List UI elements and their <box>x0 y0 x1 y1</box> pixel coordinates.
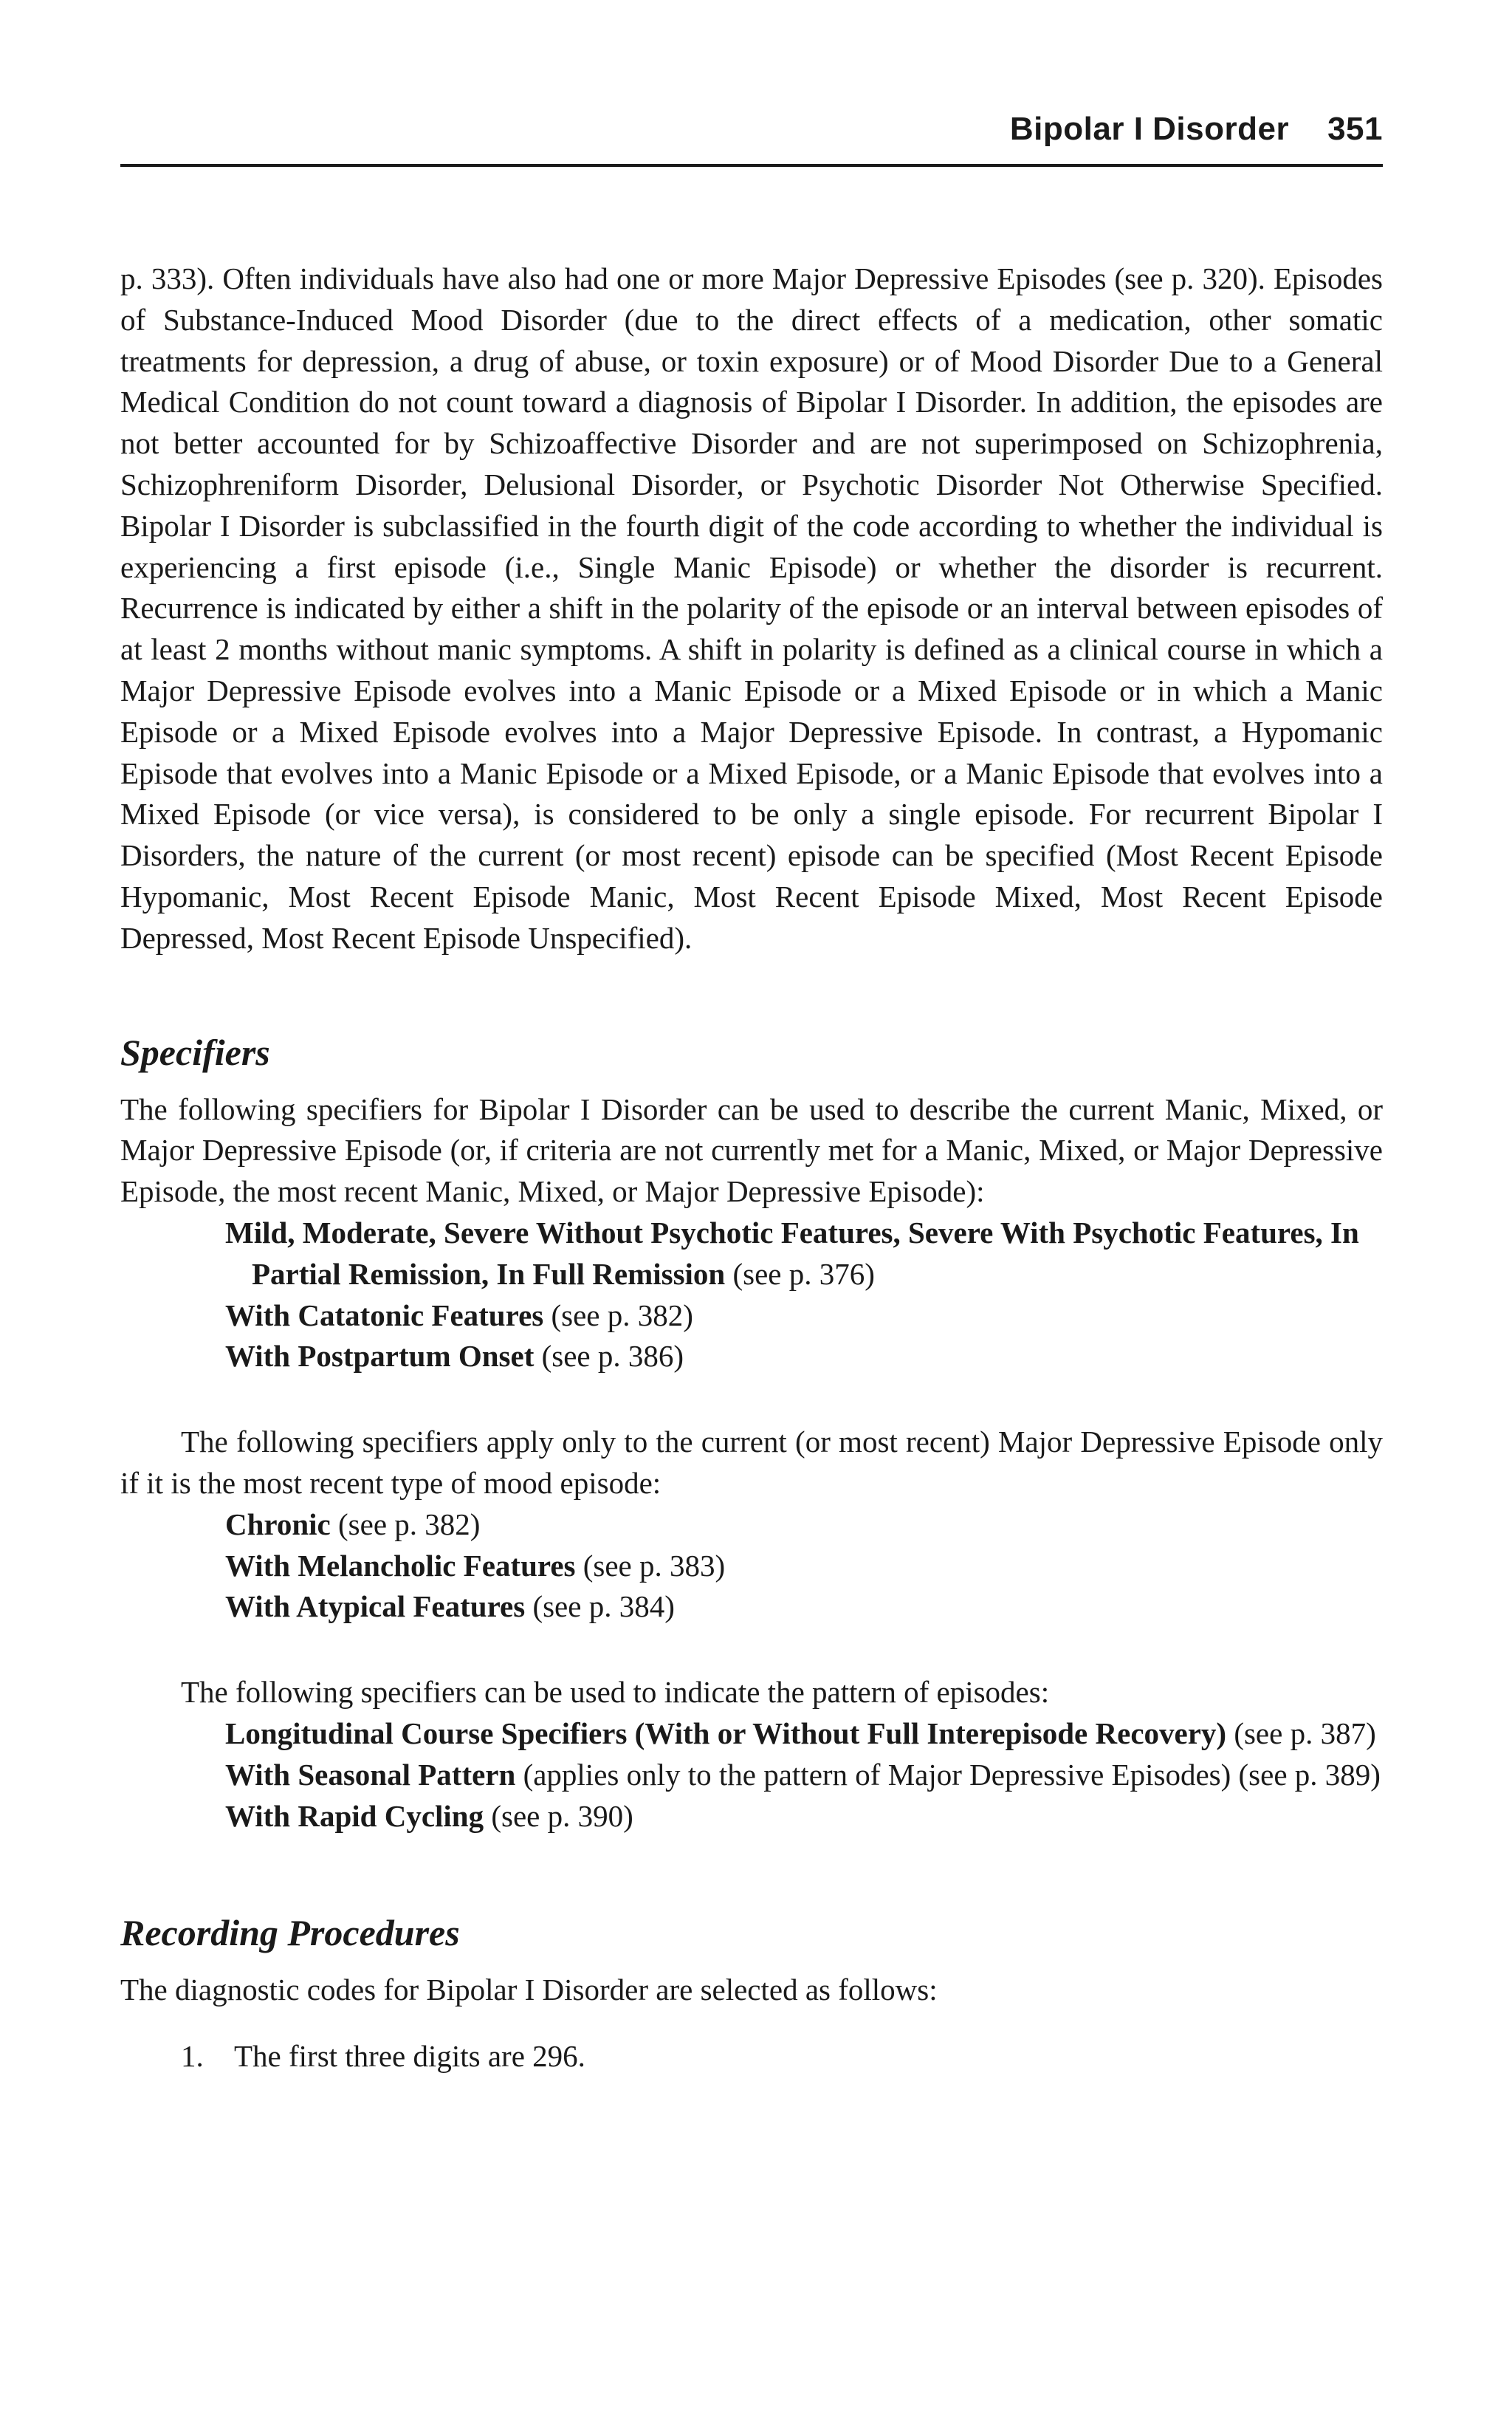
specifier-item <box>225 1295 1383 1337</box>
specifier-item <box>225 1213 1383 1295</box>
specifier-term: With Rapid Cycling <box>225 1798 484 1833</box>
specifier-item <box>225 1586 1383 1628</box>
specifier-ref: (see p. 386) <box>534 1339 684 1374</box>
specifier-list-2 <box>120 1504 1383 1628</box>
specifiers-paragraph-3: The following specifiers can be used to indicate the pattern of episodes: <box>181 1675 1050 1710</box>
chapter-title: Bipolar I Disorder <box>1009 111 1290 147</box>
specifier-list-1 <box>120 1213 1383 1377</box>
specifier-item <box>225 1546 1383 1587</box>
specifier-list-3 <box>120 1713 1383 1837</box>
specifier-term: With Seasonal Pattern <box>225 1757 516 1792</box>
specifier-ref: (see p. 376) <box>725 1256 875 1291</box>
step-number: 1. <box>181 2039 204 2074</box>
recording-procedures-heading: Recording Procedures <box>120 1912 460 1954</box>
intro-paragraph: p. 333). Often individuals have also had one or more Major Depressive Episodes (see p. 320). Episodes of Substance-Induced Mood Disorder (due to the direct effects of a medication, other somatic treatments for depression, a drug of abuse, or toxin exposure) or of Mood Disorder Due to a General Medical Condition do not count toward a diagnosis of Bipolar I Disorder. In addition, the episodes are not better accounted for by Schizoaffective Disorder and are not superimposed on Schizophrenia, Schizophreniform Disorder, Delusional Disorder, or Psychotic Disorder Not Otherwise Specified. Bipolar I Disorder is subclassified in the fourth digit of the code according to whether the individual is experiencing a first episode (i.e., Single Manic Episode) or whether the disorder is recurrent. Recurrence is indicated by either a shift in the polarity of the episode or an interval between episodes of at least 2 months without manic symptoms. A shift in polarity is defined as a clinical course in which a Major Depressive Episode evolves into a Manic Episode or a Mixed Episode or in which a Manic Episode or a Mixed Episode evolves into a Major Depressive Episode. In contrast, a Hypomanic Episode that evolves into a Manic Episode or a Mixed Episode, or a Manic Episode that evolves into a Mixed Episode (or vice versa), is considered to be only a single episode. For recurrent Bipolar I Disorders, the nature of the current (or most recent) episode can be specified (Most Recent Episode Hypomanic, Most Recent Episode Manic, Most Recent Episode Mixed, Most Recent Episode Depressed, Most Recent Episode Unspecified). <box>120 261 1383 955</box>
specifier-item <box>225 1796 1383 1837</box>
header-rule <box>120 164 1383 167</box>
page-content <box>120 258 1383 2077</box>
recording-steps-list <box>120 2036 1383 2077</box>
specifier-item <box>225 1713 1383 1755</box>
recording-step <box>181 2036 1383 2077</box>
specifier-term: With Catatonic Features <box>225 1298 544 1332</box>
specifier-term: With Atypical Features <box>225 1589 526 1624</box>
document-page <box>120 0 1383 2409</box>
running-head <box>1010 111 1383 148</box>
specifier-ref: (see p. 382) <box>330 1507 481 1541</box>
specifier-ref: (see p. 382) <box>543 1298 693 1332</box>
step-text: The first three digits are 296. <box>234 2039 585 2074</box>
specifier-item <box>225 1336 1383 1377</box>
page-number: 351 <box>1327 111 1383 147</box>
specifier-term: Mild, Moderate, Severe Without Psychotic Features, Severe With Psychotic Features, In Partial Remission, In Full Remission <box>225 1215 1359 1291</box>
spacer <box>120 1628 1383 1672</box>
specifiers-intro: The following specifiers for Bipolar I Disorder can be used to describe the current Manic, Mixed, or Major Depressive Episode (or, if criteria are not currently met for a Manic, Mixed, or Major Depressive Episode, the most recent Manic, Mixed, or Major Depressive Episode): <box>120 1092 1383 1209</box>
specifier-term: Longitudinal Course Specifiers (With or Without Full Interepisode Recovery) <box>225 1716 1227 1750</box>
spacer <box>120 1377 1383 1422</box>
specifier-item <box>225 1504 1383 1546</box>
specifier-term: With Melancholic Features <box>225 1548 576 1583</box>
specifier-term: With Postpartum Onset <box>225 1339 535 1374</box>
specifier-ref: (see p. 387) <box>1226 1716 1376 1750</box>
recording-intro: The diagnostic codes for Bipolar I Disorder are selected as follows: <box>120 1973 938 2007</box>
specifier-term: Chronic <box>225 1507 331 1541</box>
specifier-item <box>225 1755 1383 1796</box>
specifier-ref: (see p. 390) <box>484 1798 633 1833</box>
specifier-ref: (applies only to the pattern of Major Depressive Episodes) (see p. 389) <box>515 1757 1381 1792</box>
specifier-ref: (see p. 384) <box>525 1589 675 1624</box>
specifiers-heading: Specifiers <box>120 1031 270 1073</box>
specifier-ref: (see p. 383) <box>575 1548 726 1583</box>
specifiers-paragraph-2: The following specifiers apply only to the current (or most recent) Major Depressive Episode only if it is the most recent type of mood episode: <box>120 1425 1383 1500</box>
